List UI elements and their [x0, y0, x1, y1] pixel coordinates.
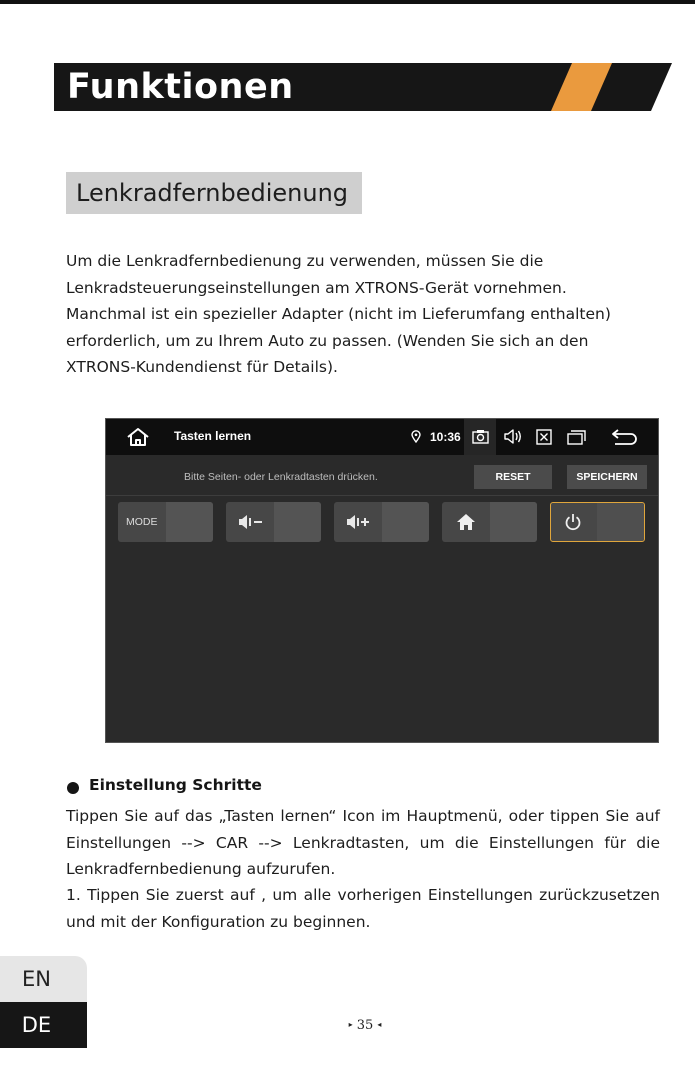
- intro-paragraph: Um die Lenkradfernbedienung zu verwenden, müssen Sie die Lenkradsteuerungseinstellungen am XTRONS-Gerät vornehmen. Manchmal ist ein spezieller Adapter (nicht im Lieferumfang enthalten) erforderlich, um zu Ihrem Auto zu passen. (Wenden Sie sich an den XTRONS-Kundendienst für Details).: [66, 252, 611, 376]
- key-slot: [597, 503, 644, 541]
- key-slot: [490, 502, 537, 542]
- volume-icon[interactable]: [504, 428, 523, 445]
- key-slot: [166, 502, 213, 542]
- volume-up-icon: [346, 514, 372, 530]
- divider: [106, 495, 658, 496]
- key-volume-up[interactable]: [334, 502, 429, 542]
- close-window-icon[interactable]: [536, 429, 552, 445]
- camera-icon[interactable]: [472, 429, 489, 444]
- hint-text: Bitte Seiten- oder Lenkradtasten drücken.: [184, 471, 378, 483]
- steps-title: Einstellung Schritte: [89, 776, 262, 794]
- home-icon[interactable]: [126, 427, 150, 447]
- home-icon: [456, 513, 476, 531]
- location-pin-icon: [411, 430, 421, 443]
- recent-apps-icon[interactable]: [567, 429, 586, 445]
- language-tab-de[interactable]: DE: [0, 1002, 87, 1048]
- key-power[interactable]: [550, 502, 645, 542]
- triangle-left-icon: ◂: [377, 1020, 382, 1029]
- hint-row: [106, 455, 658, 495]
- key-volume-down[interactable]: [226, 502, 321, 542]
- volume-down-icon: [238, 514, 264, 530]
- key-slot: [274, 502, 321, 542]
- status-bar: [106, 419, 658, 455]
- key-slot: [382, 502, 429, 542]
- key-home[interactable]: [442, 502, 537, 542]
- section-heading: Lenkradfernbedienung: [66, 172, 362, 214]
- page-number-value: 35: [356, 1018, 374, 1033]
- triangle-right-icon: ▸: [348, 1020, 353, 1029]
- page-number: [330, 1018, 400, 1033]
- power-icon: [564, 513, 582, 531]
- back-icon[interactable]: [612, 428, 638, 447]
- reset-button[interactable]: RESET: [474, 465, 552, 489]
- steps-paragraph-1: Tippen Sie auf das „Tasten lernen“ Icon im Hauptmenü, oder tippen Sie auf Einstellungen --> CAR --> Lenkradtasten, um die Einstellungen für die Lenkradfernbedienung aufzurufen.: [66, 807, 660, 878]
- key-mode[interactable]: [118, 502, 213, 542]
- device-screenshot: [105, 418, 659, 743]
- language-tab-en[interactable]: EN: [0, 956, 87, 1002]
- key-mode-label: MODE: [126, 516, 158, 528]
- save-button[interactable]: SPEICHERN: [567, 465, 647, 489]
- top-rule: [0, 0, 695, 4]
- screen-title: Tasten lernen: [174, 429, 252, 443]
- steps-paragraph-2: 1. Tippen Sie zuerst auf , um alle vorherigen Einstellungen zurückzusetzen und mit der Konfiguration zu beginnen.: [66, 886, 660, 931]
- clock: 10:36: [430, 430, 461, 444]
- bullet-icon: [67, 782, 79, 794]
- page-title: Funktionen: [67, 67, 294, 107]
- header-banner: [54, 63, 672, 111]
